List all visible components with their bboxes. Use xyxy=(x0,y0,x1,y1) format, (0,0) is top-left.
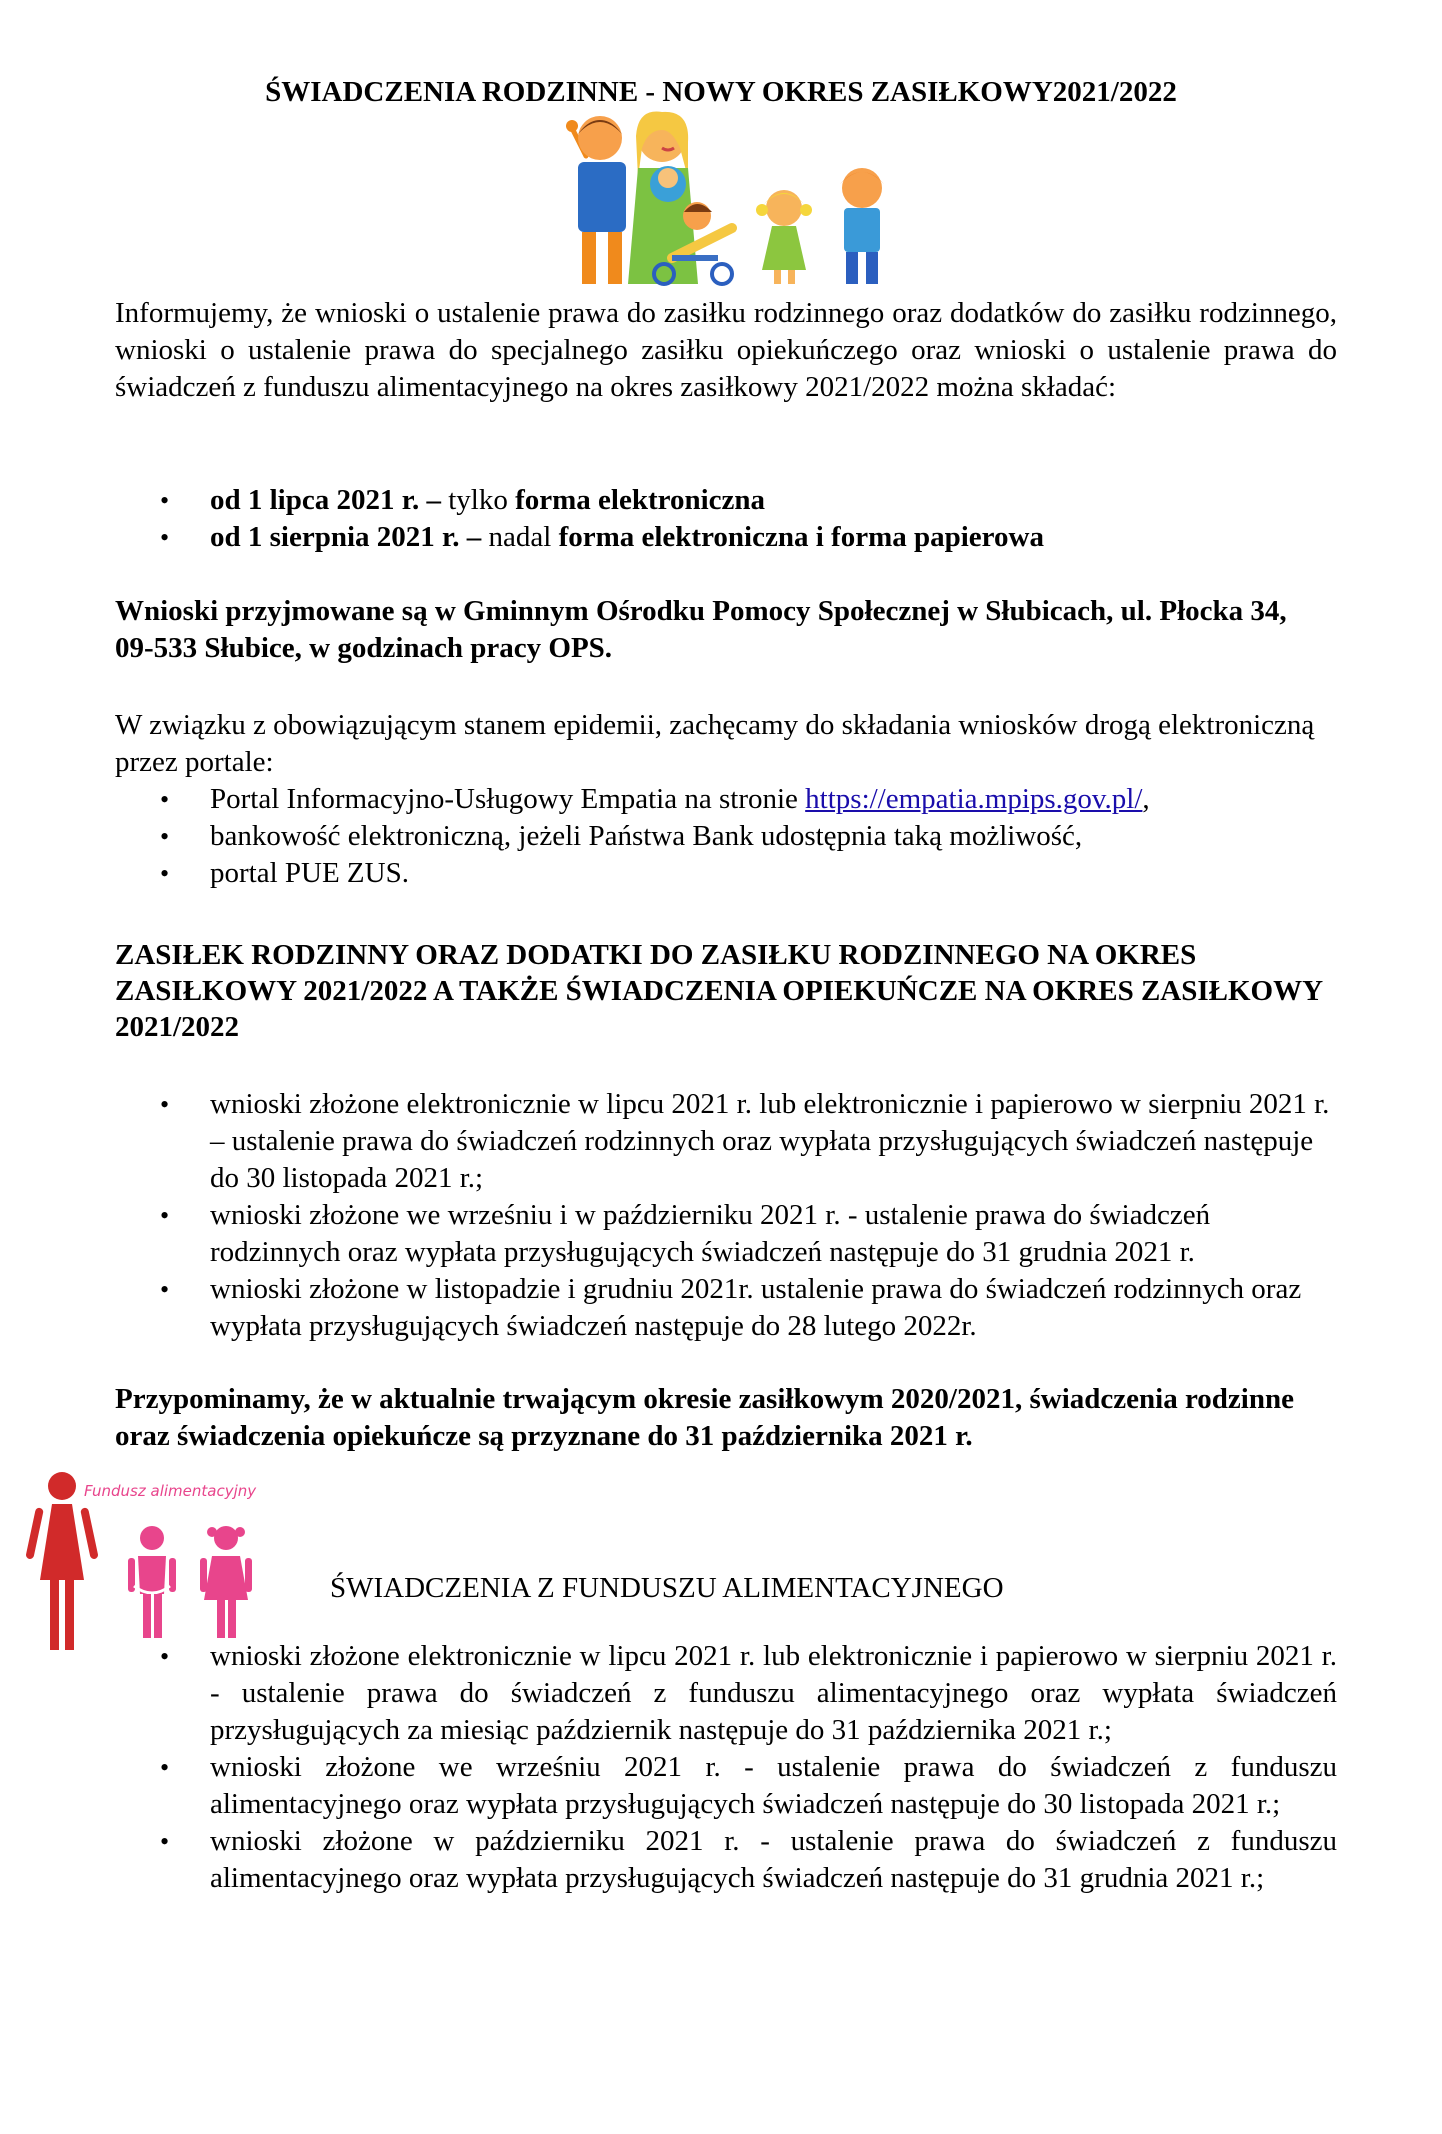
list-item: • wnioski złożone w październiku 2021 r. - ustalenie prawa do świadczeń z funduszu alimentacyjnego oraz wypłata przysługujących świadczeń następuje do 31 grudnia 2021 r.; xyxy=(115,1823,1337,1897)
girl-figure xyxy=(756,190,812,284)
empatia-link[interactable]: https://empatia.mpips.gov.pl/ xyxy=(805,783,1143,815)
list-item: • od 1 lipca 2021 r. – tylko forma elektroniczna xyxy=(115,482,1337,519)
list-item: • Portal Informacyjno-Usługowy Empatia na stronie https://empatia.mpips.gov.pl/, xyxy=(115,781,1337,818)
father-figure xyxy=(566,116,626,284)
portals-list xyxy=(115,781,1337,892)
list-item: • wnioski złożone elektronicznie w lipcu 2021 r. lub elektronicznie i papierowo w sierpniu 2021 r. – ustalenie prawa do świadczeń rodzinnych oraz wypłata przysługujących świadczeń następuje do 30 listopada 2021 r.; xyxy=(115,1086,1337,1197)
list-item: • bankowość elektroniczną, jeżeli Państwa Bank udostępnia taką możliwość, xyxy=(115,818,1337,855)
alimony-fund-list xyxy=(115,1638,1337,1897)
list-item: • wnioski złożone we wrześniu 2021 r. - ustalenie prawa do świadczeń z funduszu alimentacyjnego oraz wypłata przysługujących świadczeń następuje do 30 listopada 2021 r.; xyxy=(115,1749,1337,1823)
reminder-paragraph: Przypominamy, że w aktualnie trwającym okresie zasiłkowym 2020/2021, świadczenia rodzinne oraz świadczenia opiekuńcze są przyznane do 31 października 2021 r. xyxy=(115,1383,1294,1452)
intro-paragraph: Informujemy, że wnioski o ustalenie prawa do zasiłku rodzinnego oraz dodatków do zasiłku rodzinnego, wnioski o ustalenie prawa do specjalnego zasiłku opiekuńczego oraz wnioski o ustalenie prawa do świadczeń z funduszu alimentacyjnego na okres zasiłkowy 2021/2022 można składać: xyxy=(115,297,1337,403)
list-item: • od 1 sierpnia 2021 r. – nadal forma elektroniczna i forma papierowa xyxy=(115,519,1337,556)
section-heading-family-benefits: ZASIŁEK RODZINNY ORAZ DODATKI DO ZASIŁKU RODZINNEGO NA OKRES ZASIŁKOWY 2021/2022 A TAKŻE ŚWIADCZENIA OPIEKUŃCZE NA OKRES ZASIŁKOWY 2021/2022 xyxy=(115,939,1322,1043)
family-benefits-list xyxy=(115,1086,1337,1345)
fund-logo-text: Fundusz alimentacyjny xyxy=(84,1482,257,1500)
office-info: Wnioski przyjmowane są w Gminnym Ośrodku Pomocy Społecznej w Słubicach, ul. Płocka 34, 09-533 Słubice, w godzinach pracy OPS. xyxy=(115,595,1287,664)
boy-figure xyxy=(840,168,884,284)
list-item: • wnioski złożone we wrześniu i w październiku 2021 r. - ustalenie prawa do świadczeń rodzinnych oraz wypłata przysługujących świadczeń następuje do 31 grudnia 2021 r. xyxy=(115,1197,1337,1271)
list-item: • wnioski złożone w listopadzie i grudniu 2021r. ustalenie prawa do świadczeń rodzinnych oraz wypłata przysługujących świadczeń następuje do 28 lutego 2022r. xyxy=(115,1271,1337,1345)
list-item: • wnioski złożone elektronicznie w lipcu 2021 r. lub elektronicznie i papierowo w sierpniu 2021 r. - ustalenie prawa do świadczeń z funduszu alimentacyjnego oraz wypłata świadczeń przysługujących za miesiąc październik następuje do 31 października 2021 r.; xyxy=(115,1638,1337,1749)
list-item: • portal PUE ZUS. xyxy=(115,855,1337,892)
family-illustration-icon xyxy=(522,108,912,288)
submission-dates-list xyxy=(115,482,1337,556)
epidemic-paragraph: W związku z obowiązującym stanem epidemii, zachęcamy do składania wniosków drogą elektroniczną przez portale: xyxy=(115,709,1315,778)
section-heading-alimony-fund: ŚWIADCZENIA Z FUNDUSZU ALIMENTACYJNEGO xyxy=(330,1572,1004,1604)
page-title: ŚWIADCZENIA RODZINNE - NOWY OKRES ZASIŁKOWY2021/2022 xyxy=(265,76,1177,108)
